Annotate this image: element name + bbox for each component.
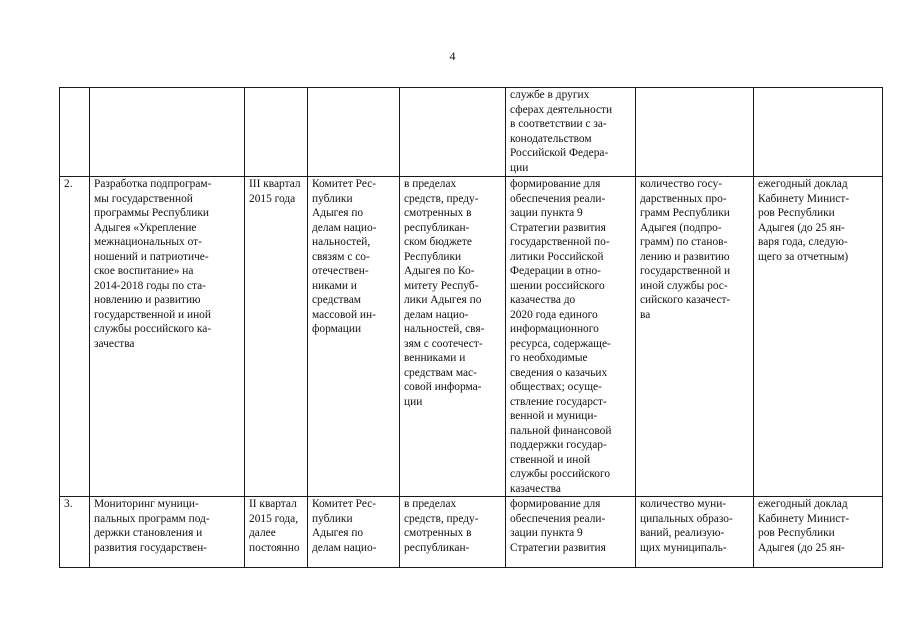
table-row — [60, 88, 883, 177]
cell-term: II квартал 2015 года, далее постоянно — [245, 497, 308, 568]
cell-funding: в пределах средств, преду- смотренных в республикан- — [400, 497, 506, 568]
cell-report — [754, 88, 883, 177]
cell-term: III квартал 2015 года — [245, 177, 308, 497]
cell-executor — [308, 88, 400, 177]
cell-term — [245, 88, 308, 177]
cell-num: 3. — [60, 497, 90, 568]
table-row — [60, 177, 883, 497]
cell-num: 2. — [60, 177, 90, 497]
measures-table — [59, 87, 883, 568]
cell-report: ежегодный доклад Кабинету Минист- ров Республики Адыгея (до 25 ян- — [754, 497, 883, 568]
cell-measure-name — [90, 88, 245, 177]
cell-funding: в пределах средств, преду- смотренных в республикан- ском бюджете Республики Адыгея по Ко- митету Респуб- лики Адыгея по делам нацио- нальностей, свя- зям с соотечест- венниками и средствам мас- совой информа- ции — [400, 177, 506, 497]
cell-result: формирование для обеспечения реали- зации пункта 9 Стратегии развития — [506, 497, 636, 568]
cell-funding — [400, 88, 506, 177]
cell-num — [60, 88, 90, 177]
cell-indicator: количество муни- ципальных образо- ваний, реализую- щих муниципаль- — [636, 497, 754, 568]
page-number: 4 — [449, 49, 456, 63]
cell-result: формирование для обеспечения реали- зации пункта 9 Стратегии развития государственной по- литики Российской Федерации в отно- шении российского казачества до 2020 года единого информационного ресурса, содержаще- го необходимые сведения о казачьих обществах; осуще- ствление государст- венной и муници- пальной финансовой поддержки государ- ственной и иной службы российского казачества — [506, 177, 636, 497]
cell-measure-name: Мониторинг муници- пальных программ под- держки становления и развития государствен- — [90, 497, 245, 568]
cell-executor: Комитет Рес- публики Адыгея по делам нацио- нальностей, связям с со- отечествен- никами и средствам массовой ин- формации — [308, 177, 400, 497]
cell-result: службе в других сферах деятельности в соответствии с за- конодательством Российской Федера- ции — [506, 88, 636, 177]
cell-report: ежегодный доклад Кабинету Минист- ров Республики Адыгея (до 25 ян- варя года, следую- щего за отчетным) — [754, 177, 883, 497]
cell-indicator — [636, 88, 754, 177]
cell-measure-name: Разработка подпрограм- мы государственной программы Республики Адыгея «Укрепление межнациональных от- ношений и патриотиче- ское воспитание» на 2014-2018 годы по ста- новлению и развитию государственной и иной службы российского ка- зачества — [90, 177, 245, 497]
cell-executor: Комитет Рес- публики Адыгея по делам нацио- — [308, 497, 400, 568]
cell-indicator: количество госу- дарственных про- грамм Республики Адыгея (подпро- грамм) по станов- лению и развитию государственной и иной службы рос- сийского казачест- ва — [636, 177, 754, 497]
table-row — [60, 497, 883, 568]
